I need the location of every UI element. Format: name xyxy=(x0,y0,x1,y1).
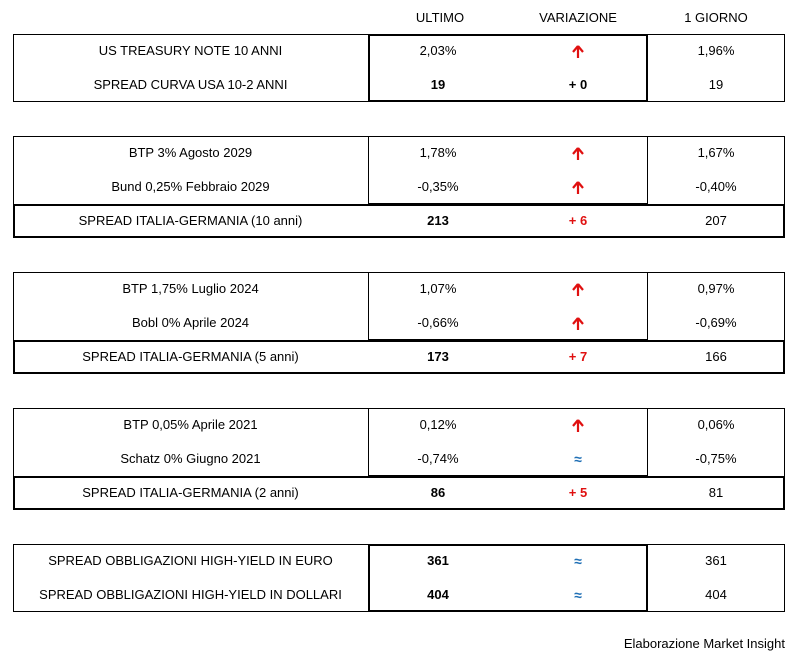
row-last: -0,74% xyxy=(417,451,459,466)
row-name: US TREASURY NOTE 10 ANNI xyxy=(98,43,283,58)
table-row xyxy=(13,306,785,340)
row-change: + 5 xyxy=(568,485,588,500)
row-day: 1,67% xyxy=(697,145,735,160)
up-arrow-icon xyxy=(572,147,584,161)
table-row xyxy=(13,68,785,102)
row-change xyxy=(513,408,643,442)
table-row xyxy=(13,340,785,374)
up-arrow-icon xyxy=(572,419,584,433)
approx-icon: ≈ xyxy=(574,451,582,467)
table-row xyxy=(13,170,785,204)
header-last: ULTIMO xyxy=(415,10,465,25)
row-day: -0,69% xyxy=(695,315,737,330)
high-yield-block xyxy=(13,544,785,612)
row-change: + 7 xyxy=(568,349,588,364)
row-name: BTP 0,05% Aprile 2021 xyxy=(123,417,258,432)
row-day: 166 xyxy=(705,349,727,364)
row-name: SPREAD ITALIA-GERMANIA (5 anni) xyxy=(82,349,299,364)
row-last: 1,78% xyxy=(419,145,457,160)
row-last: 213 xyxy=(427,213,449,228)
row-last: -0,35% xyxy=(417,179,459,194)
approx-icon: ≈ xyxy=(574,553,582,569)
row-change xyxy=(513,34,643,68)
row-day: 0,97% xyxy=(697,281,735,296)
row-day: 207 xyxy=(705,213,727,228)
header-change: VARIAZIONE xyxy=(539,10,617,25)
source-note: Elaborazione Market Insight xyxy=(623,636,785,651)
row-day: 1,96% xyxy=(697,43,735,58)
header-day: 1 GIORNO xyxy=(684,10,748,25)
row-change xyxy=(513,170,643,204)
row-day: 19 xyxy=(708,77,724,92)
row-last: 0,12% xyxy=(419,417,457,432)
row-last: 173 xyxy=(427,349,449,364)
table-row xyxy=(13,204,785,238)
btp-5y-block xyxy=(13,272,785,374)
row-last: 1,07% xyxy=(419,281,457,296)
table-row xyxy=(13,136,785,170)
row-day: 81 xyxy=(708,485,724,500)
row-change: + 6 xyxy=(568,213,588,228)
row-last: 361 xyxy=(427,553,449,568)
row-change xyxy=(513,306,643,340)
row-day: -0,40% xyxy=(695,179,737,194)
table-row xyxy=(13,476,785,510)
row-last: -0,66% xyxy=(417,315,459,330)
row-last: 19 xyxy=(430,77,446,92)
table-row xyxy=(13,408,785,442)
table-row xyxy=(13,272,785,306)
row-name: BTP 1,75% Luglio 2024 xyxy=(122,281,259,296)
us-treasury-block xyxy=(13,34,785,102)
row-day: -0,75% xyxy=(695,451,737,466)
row-change: + 0 xyxy=(568,77,588,92)
btp-2y-block xyxy=(13,408,785,510)
up-arrow-icon xyxy=(572,45,584,59)
row-name: SPREAD OBBLIGAZIONI HIGH-YIELD IN EURO xyxy=(48,553,333,568)
table-row xyxy=(13,34,785,68)
row-name: Bobl 0% Aprile 2024 xyxy=(131,315,250,330)
row-name: Schatz 0% Giugno 2021 xyxy=(120,451,261,466)
table-row xyxy=(13,544,785,578)
table-row xyxy=(13,442,785,476)
row-change xyxy=(513,272,643,306)
row-last: 2,03% xyxy=(419,43,457,58)
btp-10y-block xyxy=(13,136,785,238)
row-name: Bund 0,25% Febbraio 2029 xyxy=(111,179,270,194)
table-row xyxy=(13,578,785,612)
row-last: 404 xyxy=(427,587,449,602)
row-last: 86 xyxy=(430,485,446,500)
row-day: 0,06% xyxy=(697,417,735,432)
row-day: 361 xyxy=(705,553,727,568)
up-arrow-icon xyxy=(572,181,584,195)
row-name: SPREAD ITALIA-GERMANIA (2 anni) xyxy=(82,485,299,500)
row-day: 404 xyxy=(705,587,727,602)
row-name: SPREAD ITALIA-GERMANIA (10 anni) xyxy=(78,213,303,228)
row-name: SPREAD OBBLIGAZIONI HIGH-YIELD IN DOLLARI xyxy=(39,587,342,602)
row-name: BTP 3% Agosto 2029 xyxy=(128,145,253,160)
row-change xyxy=(513,136,643,170)
up-arrow-icon xyxy=(572,283,584,297)
approx-icon: ≈ xyxy=(574,587,582,603)
up-arrow-icon xyxy=(572,317,584,331)
row-name: SPREAD CURVA USA 10-2 ANNI xyxy=(93,77,288,92)
